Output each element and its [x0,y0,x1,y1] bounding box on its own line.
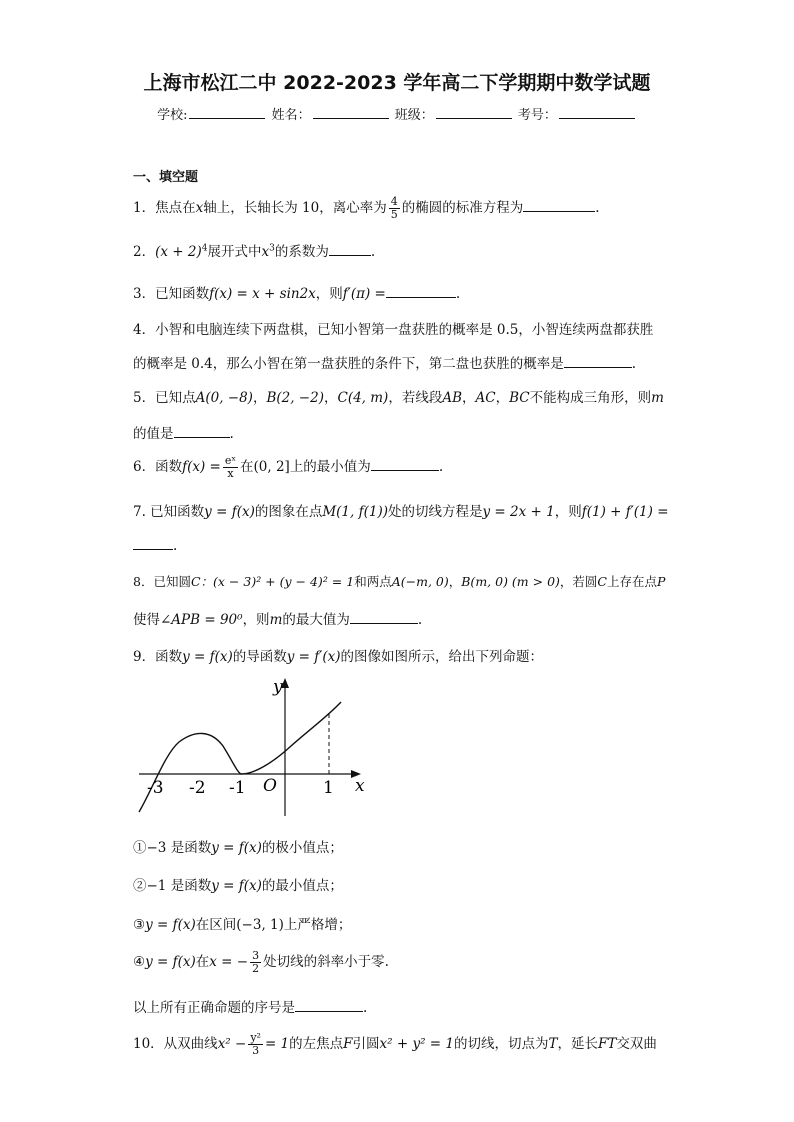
q2-var: x [261,244,270,260]
q9-text: 的图像如图所示，给出下列命题： [340,649,543,665]
q9-proposition-2 [133,874,343,894]
q5-comma: ， [323,390,338,406]
q9-conclusion [133,996,367,1016]
q9-p4-frac-num: 3 [252,949,260,962]
q10-fraction [248,1032,263,1057]
q3-period: . [455,286,461,302]
q6-frac-num: eˣ [224,454,237,467]
q10-text: 10．从双曲线 [133,1036,218,1052]
q7-period: . [173,538,178,554]
q5-seg-bc: BC [509,390,530,406]
q8-period: . [417,612,423,628]
question-5-line-1 [133,386,664,406]
section-title: 一、填空题 [133,170,199,185]
q5-var-m: m [651,390,664,406]
q1-frac-den: 5 [390,208,398,221]
q5-text: 不能构成三角形，则 [529,390,652,406]
q9-p2-text: 的最小值点； [261,878,343,894]
q9-p3-function: y = f(x) [145,917,196,933]
q8-text: 的最大值为 [282,612,350,628]
q10-text: 的左焦点 [289,1036,344,1052]
q5-text: 5．已知点 [133,390,196,406]
question-8-line-1 [133,572,665,590]
x-axis-label: x [355,776,365,796]
q5-seg-ac: AC [475,390,496,406]
q8-text: ，若圆 [559,574,598,589]
derivative-graph [133,670,373,818]
question-4-line-1: 4．小智和电脑连续下两盘棋，已知小智第一盘获胜的概率是 0.5，小智连续两盘都获胜 [133,322,654,338]
question-8-line-2 [133,608,422,628]
q1-text: 轴上，长轴长为 10，离心率为 [203,200,387,216]
q10-text: ，延长 [557,1036,598,1052]
q6-text: 在 [240,459,254,475]
q10-frac-num: y² [250,1031,261,1044]
q5-period: . [229,426,234,442]
q8-comma: ， [448,574,462,589]
q8-var-c: C [597,574,607,589]
name-label: 姓名： [271,108,311,123]
q5-point-a: A(0, −8) [195,390,253,406]
question-1 [133,196,600,221]
q9-end-text: 以上所有正确命题的序号是 [133,1000,295,1016]
q4-text: 的概率是 0.4，那么小智在第一盘获胜的条件下，第二盘也获胜的概率是 [133,356,564,372]
q5-comma: ， [495,390,510,406]
q8-point-a: A(−m, 0) [391,574,449,589]
q5-point-c: C(4, m) [337,390,389,406]
q2-text: 2． [133,244,156,260]
name-blank[interactable] [313,108,389,119]
q8-text: ，则 [242,612,270,628]
q9-p4-fraction [250,950,261,975]
origin-label: O [263,776,277,796]
tick-label: -1 [229,778,246,798]
q10-tangent-point: T [548,1036,558,1052]
q6-answer-blank[interactable] [371,459,439,471]
q9-p3-interval: (−3, 1) [236,917,284,933]
q9-p4-function: y = f(x) [145,954,196,970]
q10-text: 交双曲 [616,1036,657,1052]
school-label: 学校: [157,108,188,123]
q10-text: 引圆 [352,1036,380,1052]
q7-point: M(1, f(1)) [322,504,388,520]
q9-period: . [363,1000,368,1016]
class-label: 班级： [394,108,434,123]
q6-text: 6．函数 [133,459,183,475]
q6-interval: (0, 2] [253,459,290,475]
q10-focus: F [343,1036,353,1052]
q9-text: 9．函数 [133,649,183,665]
q7-text: ，则 [554,504,582,520]
number-label: 考号： [517,108,557,123]
question-3 [133,282,460,302]
q8-angle: ∠APB = 90⁰ [160,612,243,628]
q8-answer-blank[interactable] [350,612,418,624]
q1-var: x [195,200,204,216]
q5-comma: ， [252,390,267,406]
q9-p4-text: 处切线的斜率小于零. [263,954,389,970]
q9-p1-text: 的极小值点； [261,840,343,856]
q9-p1-text: ①−3 是函数 [133,840,212,856]
q2-period: . [370,244,376,260]
q10-hyperbola-lhs: x² − [217,1036,247,1052]
q7-text: 处的切线方程是 [388,504,483,520]
q7-function: y = f(x) [204,504,255,520]
q9-p4-x: x = − [209,954,249,970]
q2-exponent2: 3 [269,243,275,254]
q4-answer-blank[interactable] [564,356,632,368]
q1-fraction [389,196,400,221]
q8-text: 使得 [133,612,160,628]
q7-expression: f(1) + f′(1) = [581,504,669,520]
q9-derivative: y = f′(x) [286,649,341,665]
q9-p3-text: 在区间 [195,917,237,933]
q1-frac-num: 4 [390,195,398,208]
question-10 [133,1032,657,1057]
q9-p2-text: ②−1 是函数 [133,878,212,894]
q6-frac-den: x [227,467,234,480]
q7-tangent: y = 2x + 1 [482,504,555,520]
question-7-line-1 [133,500,669,520]
q9-p2-function: y = f(x) [211,878,262,894]
number-blank[interactable] [559,108,635,119]
q6-fraction [223,455,238,480]
question-4-line-2 [133,352,636,372]
question-5-line-2 [133,422,234,442]
q6-period: . [438,459,444,475]
school-blank[interactable] [189,108,265,119]
q9-proposition-1 [133,836,343,856]
q2-exponent: 4 [201,243,208,254]
q1-period: . [595,200,600,216]
question-6 [133,455,443,480]
q9-proposition-3 [133,913,351,933]
q7-text: 7. 已知函数 [133,504,205,520]
q8-var-p: P [657,574,666,589]
q3-answer-blank[interactable] [386,286,456,298]
q6-text: 上的最小值为 [289,459,371,475]
tick-label: -2 [189,778,206,798]
q5-comma: ， [462,390,476,406]
q5-text: ，若线段 [388,390,443,406]
q9-p4-text: ④ [133,954,146,970]
tick-label: 1 [323,778,334,798]
q9-p4-frac-den: 2 [252,962,260,975]
q1-answer-blank[interactable] [523,200,595,212]
q4-period: . [631,356,637,372]
q10-circle: x² + y² = 1 [379,1036,454,1052]
q7-text: 的图象在点 [254,504,323,520]
q10-hyperbola-rhs: = 1 [264,1036,290,1052]
q9-text: 的导函数 [232,649,287,665]
q10-frac-den: 3 [252,1044,260,1057]
q2-expr: (x + 2) [155,244,202,260]
tick-label: -3 [147,778,164,798]
class-blank[interactable] [436,108,512,119]
q7-answer-blank[interactable] [133,538,173,550]
q5-seg-ab: AB [442,390,462,406]
q9-proposition-4 [133,950,389,975]
q5-point-b: B(2, −2) [266,390,324,406]
q8-point-b: B(m, 0) (m > 0) [461,574,560,589]
q2-answer-blank[interactable] [329,244,371,256]
q3-derivative: f′(π) = [342,286,386,302]
student-info-line [0,104,794,123]
q8-text: 上存在点 [607,574,658,589]
q5-answer-blank[interactable] [174,426,230,438]
q8-var-m: m [269,612,283,628]
q8-text: 和两点 [354,574,392,589]
q6-function: f(x) = [182,459,221,475]
question-7-line-2 [133,538,177,554]
q2-text: 的系数为 [274,244,329,260]
q9-p3-text: 上严格增； [283,917,352,933]
q9-p3-text: ③ [133,917,146,933]
q3-text: 3．已知函数 [133,286,210,302]
q8-text: 8．已知圆 [133,574,191,589]
q3-function: f(x) = x + sin2x [209,286,316,302]
page-title: 上海市松江二中 2022-2023 学年高二下学期期中数学试题 [143,72,651,94]
q8-circle: C：(x − 3)² + (y − 4)² = 1 [190,574,355,589]
q9-function: y = f(x) [182,649,233,665]
q1-text: 1．焦点在 [133,200,196,216]
y-axis-label: y [273,677,283,697]
q9-answer-blank[interactable] [295,1000,363,1012]
q10-segment: FT [598,1036,617,1052]
q3-text: ，则 [315,286,343,302]
q2-text: 展开式中 [207,244,262,260]
q10-text: 的切线，切点为 [453,1036,549,1052]
question-9 [133,645,543,665]
q9-p4-text: 在 [195,954,210,970]
question-2 [133,240,375,260]
q1-text: 的椭圆的标准方程为 [401,200,524,216]
q5-text: 的值是 [133,426,174,442]
q9-p1-function: y = f(x) [211,840,262,856]
